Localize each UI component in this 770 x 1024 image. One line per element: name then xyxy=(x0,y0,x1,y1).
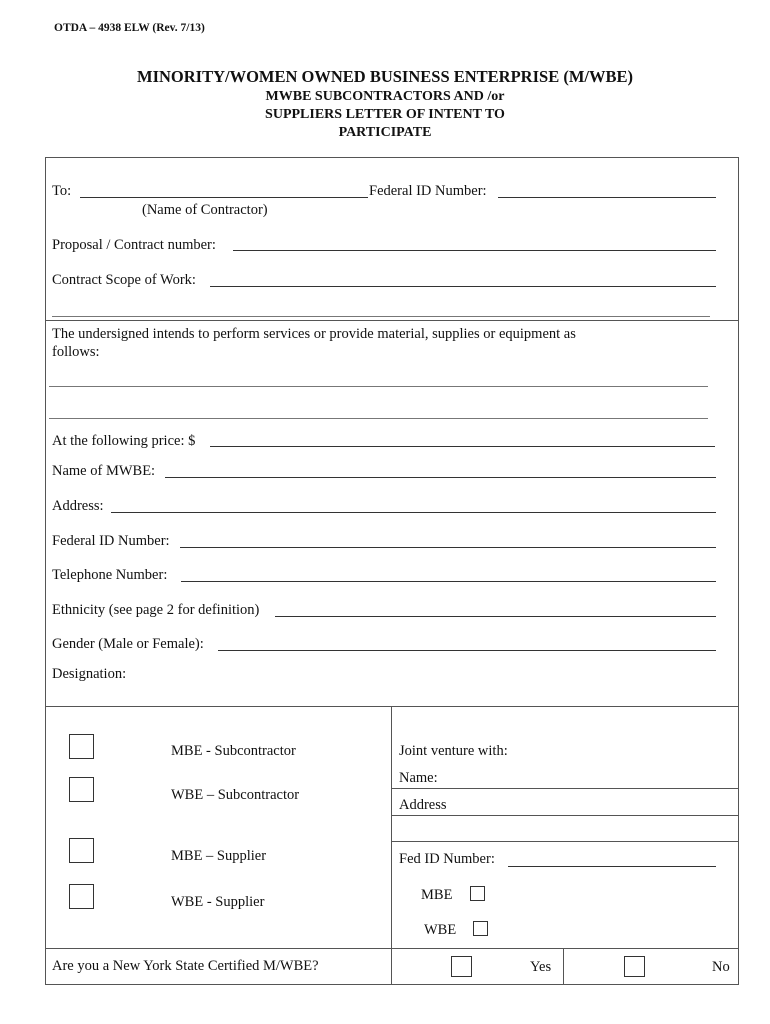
jv-mbe-label: MBE xyxy=(421,887,453,903)
address-field[interactable] xyxy=(111,512,716,513)
gender-field[interactable] xyxy=(218,650,716,651)
wbe-supplier-checkbox[interactable] xyxy=(69,884,94,909)
certification-question: Are you a New York State Certified M/WBE? xyxy=(52,958,319,974)
jv-fed-id-field[interactable] xyxy=(508,866,716,867)
form-subtitle-line2: SUPPLIERS LETTER OF INTENT TO xyxy=(265,107,505,122)
wbe-subcontractor-checkbox[interactable] xyxy=(69,777,94,802)
form-subtitle-line3: PARTICIPATE xyxy=(338,125,432,140)
wbe-subcontractor-label: WBE – Subcontractor xyxy=(171,787,300,803)
contractor-name-field[interactable] xyxy=(80,197,368,198)
mbe-subcontractor-checkbox[interactable] xyxy=(69,734,94,759)
section-divider-designation xyxy=(45,706,739,707)
name-of-contractor-caption: (Name of Contractor) xyxy=(142,202,268,218)
gender-label: Gender (Male or Female): xyxy=(52,636,204,652)
designation-label: Designation: xyxy=(52,666,127,682)
certified-no-checkbox[interactable] xyxy=(624,956,645,977)
certified-yes-checkbox[interactable] xyxy=(451,956,472,977)
telephone-label: Telephone Number: xyxy=(52,567,168,583)
jv-divider-name xyxy=(391,788,739,789)
form-title: MINORITY/WOMEN OWNED BUSINESS ENTERPRISE (M/WBE) xyxy=(137,67,633,86)
jv-wbe-checkbox[interactable] xyxy=(473,921,488,936)
section-divider-intent xyxy=(45,320,739,321)
jv-wbe-label: WBE xyxy=(424,922,457,938)
mwbe-name-field[interactable] xyxy=(165,477,716,478)
mwbe-name-label: Name of MWBE: xyxy=(52,463,156,479)
ethnicity-field[interactable] xyxy=(275,616,716,617)
intent-statement-line1: The undersigned intends to perform services or provide material, supplies or equipment as xyxy=(52,326,576,342)
proposal-number-field[interactable] xyxy=(233,250,716,251)
scope-of-work-field[interactable] xyxy=(210,286,716,287)
telephone-field[interactable] xyxy=(181,581,716,582)
services-description-field-line2[interactable] xyxy=(49,418,708,419)
mwbe-federal-id-field[interactable] xyxy=(180,547,716,548)
services-description-field-line1[interactable] xyxy=(49,386,708,387)
ethnicity-label: Ethnicity (see page 2 for definition) xyxy=(52,602,260,618)
jv-divider-address2 xyxy=(391,841,739,842)
intent-statement-line2: follows: xyxy=(52,344,100,360)
jv-fed-id-label: Fed ID Number: xyxy=(399,851,495,867)
mbe-supplier-label: MBE – Supplier xyxy=(171,848,267,864)
mbe-subcontractor-label: MBE - Subcontractor xyxy=(171,743,296,759)
mwbe-federal-id-label: Federal ID Number: xyxy=(52,533,170,549)
jv-mbe-checkbox[interactable] xyxy=(470,886,485,901)
certified-no-label: No xyxy=(712,959,730,975)
jv-address-label: Address xyxy=(399,797,447,813)
yes-no-divider xyxy=(563,948,564,985)
jv-name-label: Name: xyxy=(399,770,438,786)
contractor-federal-id-field[interactable] xyxy=(498,197,716,198)
form-subtitle-line1: MWBE SUBCONTRACTORS AND /or xyxy=(265,89,505,104)
address-label: Address: xyxy=(52,498,104,514)
mbe-supplier-checkbox[interactable] xyxy=(69,838,94,863)
scope-label: Contract Scope of Work: xyxy=(52,272,196,288)
joint-venture-heading: Joint venture with: xyxy=(399,743,508,759)
federal-id-label: Federal ID Number: xyxy=(369,183,487,199)
scope-of-work-field-line2[interactable] xyxy=(52,316,710,317)
price-field[interactable] xyxy=(210,446,715,447)
certified-yes-label: Yes xyxy=(530,959,552,975)
wbe-supplier-label: WBE - Supplier xyxy=(171,894,265,910)
jv-divider-address xyxy=(391,815,739,816)
price-label: At the following price: $ xyxy=(52,433,196,449)
to-label: To: xyxy=(52,183,72,199)
form-code: OTDA – 4938 ELW (Rev. 7/13) xyxy=(54,22,205,34)
proposal-label: Proposal / Contract number: xyxy=(52,237,216,253)
column-divider xyxy=(391,706,392,985)
section-divider-certification xyxy=(45,948,739,949)
